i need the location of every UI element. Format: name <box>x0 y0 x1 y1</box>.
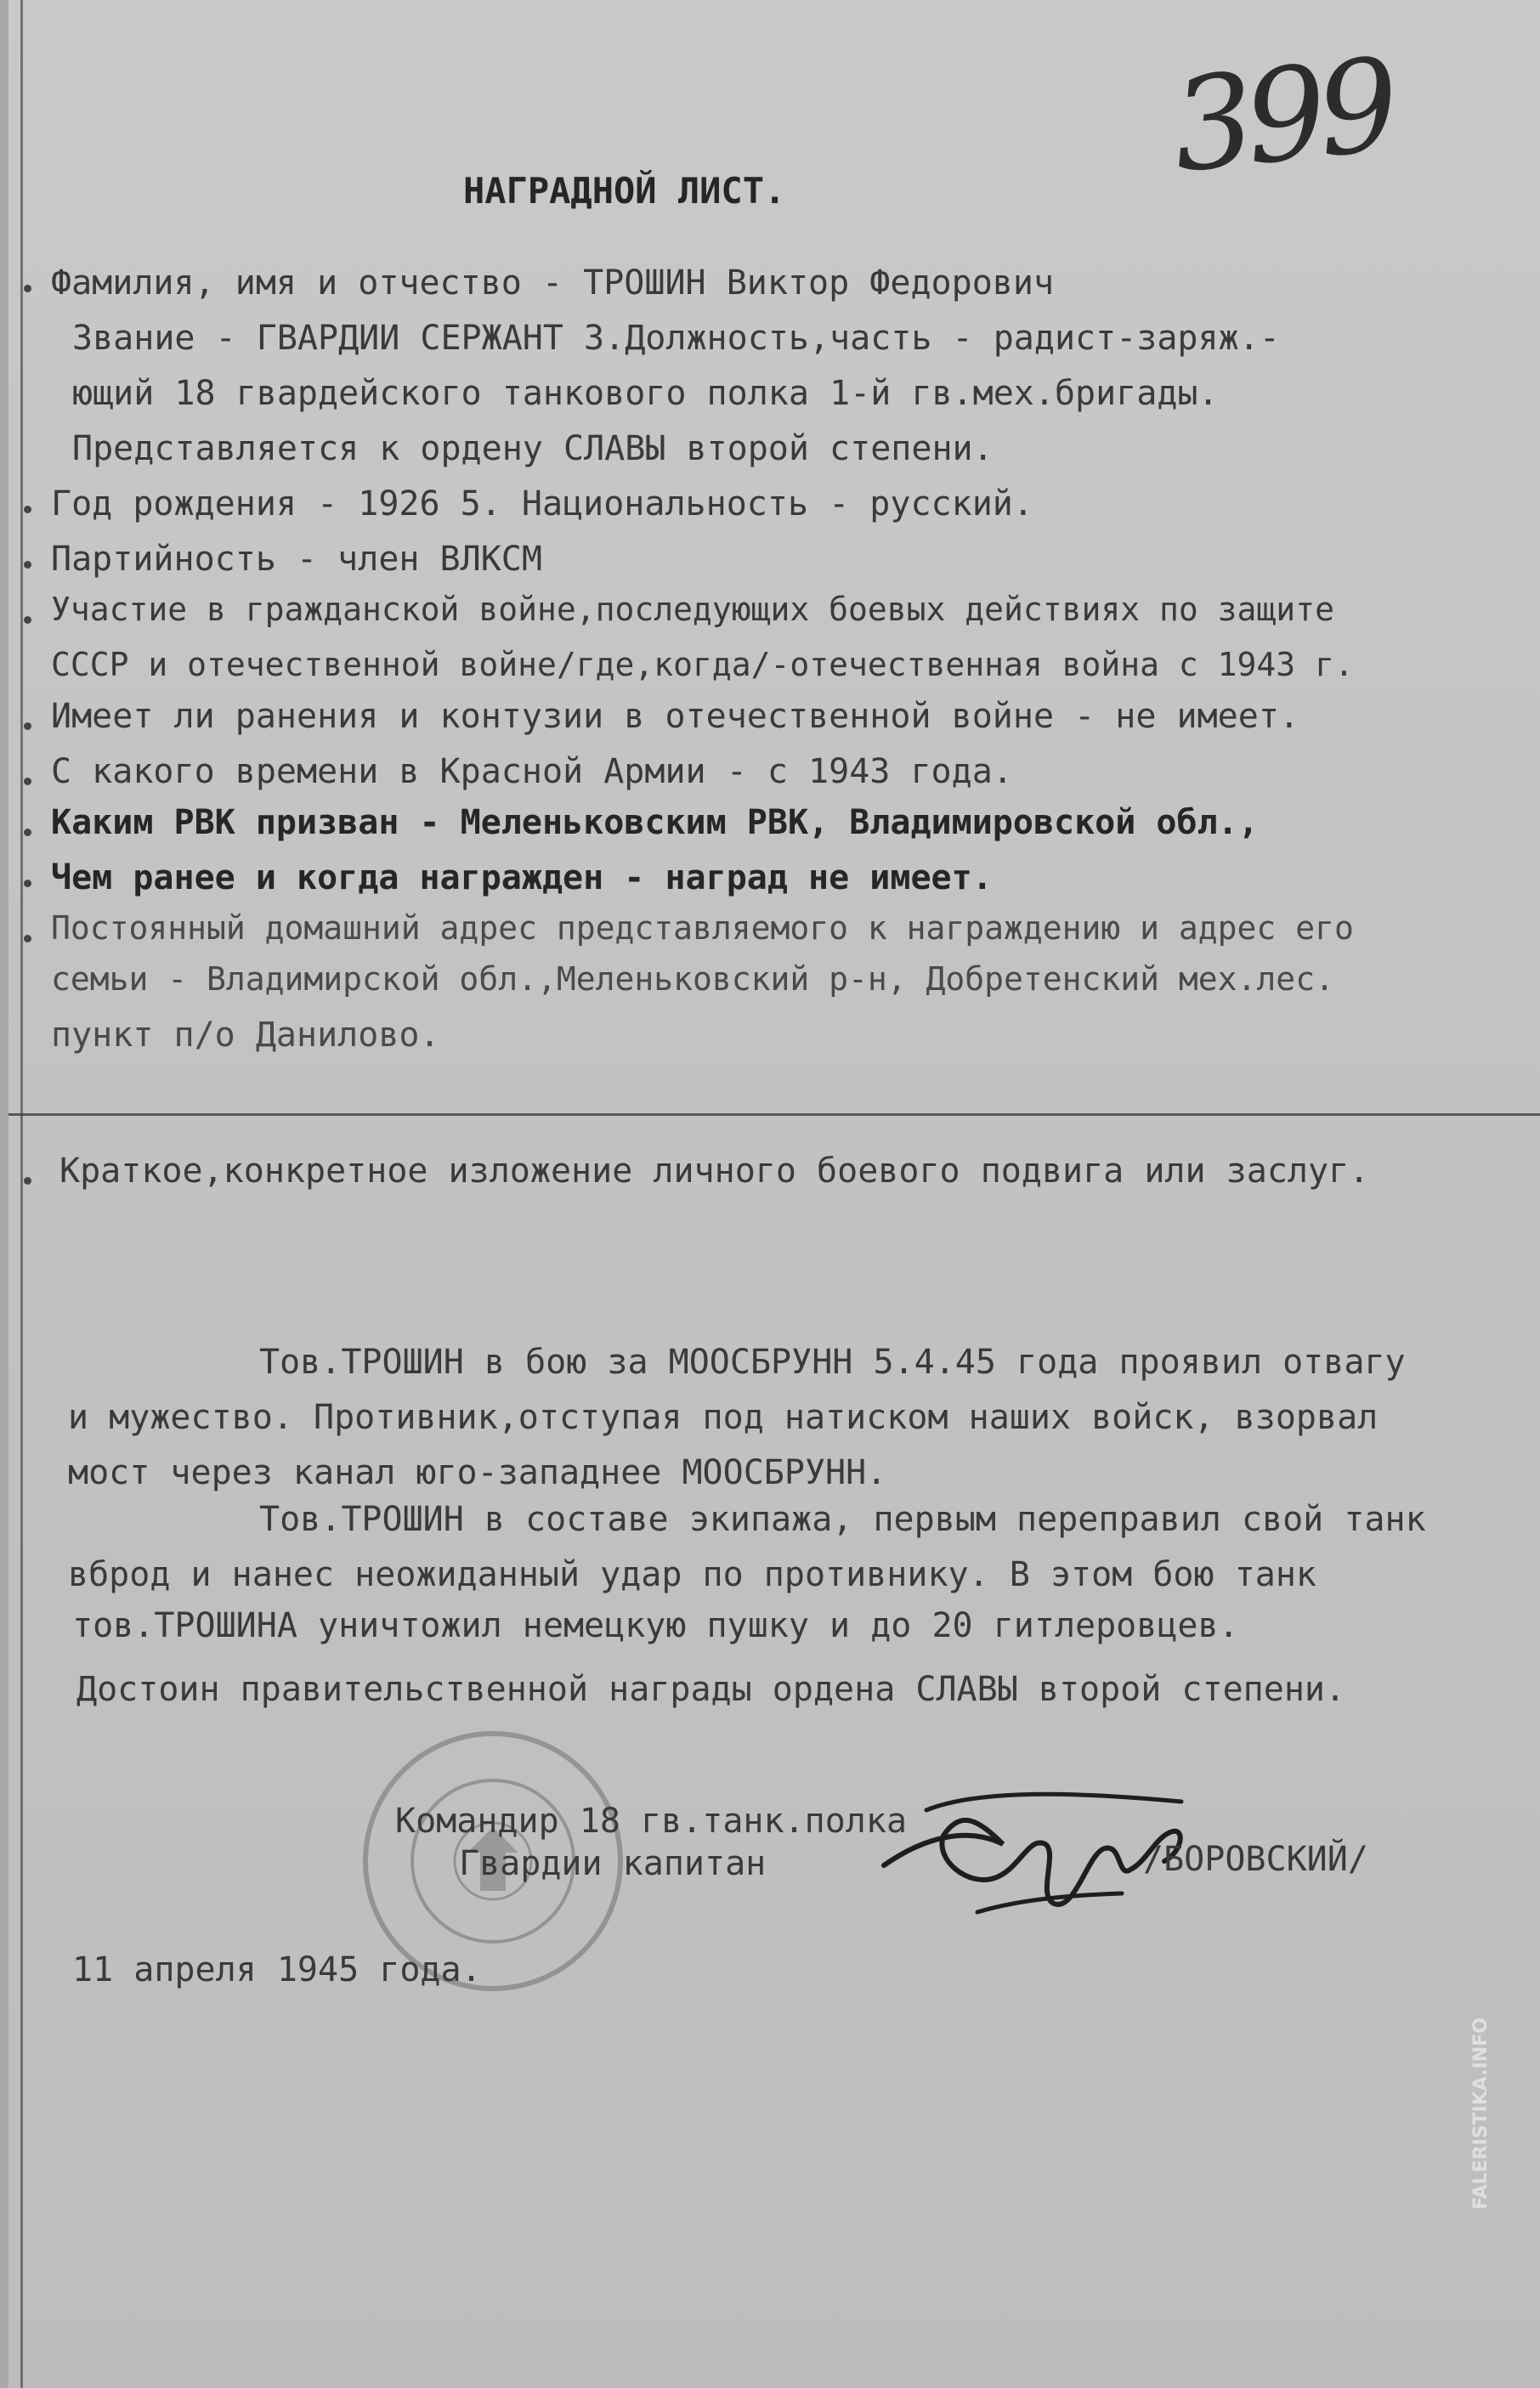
document-title: НАГРАДНОЙ ЛИСТ. <box>463 170 786 212</box>
feat-text-line: Тов.ТРОШИН в бою за МООСБРУНН 5.4.45 года проявил отвагу <box>259 1343 1406 1382</box>
field-participation: Участие в гражданской войне,последующих боевых действиях по защите <box>51 591 1334 628</box>
field-party: Партийность - член ВЛКСМ <box>51 540 542 579</box>
margin-dot <box>24 778 31 785</box>
field-previous-awards: Чем ранее и когда награжден - наград не имеет. <box>51 858 993 897</box>
field-nominated-for: Представляется к ордену СЛАВЫ второй степени. <box>72 429 994 468</box>
margin-dot <box>24 935 31 942</box>
recommendation-line: Достоин правительственной награды ордена СЛАВЫ второй степени. <box>76 1670 1346 1709</box>
margin-dot <box>24 616 31 624</box>
field-home-address-cont: семьи - Владимирской обл.,Меленьковский р-н, Добретенский мех.лес. <box>51 960 1334 998</box>
field-rank-position: Звание - ГВАРДИИ СЕРЖАНТ 3.Должность,часть - радист-заряж.- <box>72 319 1280 358</box>
commander-rank: Гвардии капитан <box>459 1844 767 1883</box>
margin-dot <box>24 880 31 887</box>
left-margin-rule <box>20 0 23 2388</box>
field-birth-year-nationality: Год рождения - 1926 5. Национальность - русский. <box>51 484 1033 523</box>
margin-dot <box>24 1177 31 1185</box>
field-position-cont: ющий 18 гвардейского танкового полка 1-й гв.мех.бригады. <box>72 374 1219 413</box>
margin-dot <box>24 285 31 292</box>
field-army-since: С какого времени в Красной Армии - с 1943 года. <box>51 752 1013 791</box>
feat-heading: Краткое,конкретное изложение личного боевого подвига или заслуг. <box>59 1152 1370 1191</box>
feat-text-line: и мужество. Противник,отступая под натиском наших войск, взорвал <box>68 1398 1379 1437</box>
field-participation-cont: СССР и отечественной войне/где,когда/-отечественная война с 1943 г. <box>51 646 1354 683</box>
field-home-address-end: пункт п/о Данилово. <box>51 1016 440 1055</box>
field-wounds: Имеет ли ранения и контузии в отечественной войне - не имеет. <box>51 697 1300 736</box>
margin-dot <box>24 829 31 836</box>
award-sheet <box>8 0 1540 2388</box>
site-watermark: FALERISTIKA.INFO <box>1470 2017 1492 2210</box>
feat-text-line: Тов.ТРОШИН в составе экипажа, первым переправил свой танк <box>259 1500 1426 1539</box>
archive-page-number: 399 <box>1165 31 1398 201</box>
feat-text-line: мост через канал юго-западнее МООСБРУНН. <box>68 1453 887 1492</box>
document-date: 11 апреля 1945 года. <box>72 1950 482 1989</box>
field-home-address: Постоянный домашний адрес представляемого к награждению и адрес его <box>51 909 1354 947</box>
commander-name: /БОРОВСКИЙ/ <box>1143 1840 1368 1879</box>
margin-dot <box>24 506 31 513</box>
field-draft-office: Каким РВК призван - Меленьковским РВК, Владимировской обл., <box>51 803 1259 842</box>
field-full-name: Фамилия, имя и отчество - ТРОШИН Виктор Федорович <box>51 263 1055 303</box>
margin-dot <box>24 722 31 730</box>
commander-title: Командир 18 гв.танк.полка <box>395 1802 908 1841</box>
feat-text-line: тов.ТРОШИНА уничтожил немецкую пушку и до 20 гитлеровцев. <box>72 1606 1239 1645</box>
margin-dot <box>24 561 31 569</box>
feat-text-line: вброд и нанес неожиданный удар по противнику. В этом бою танк <box>68 1555 1317 1594</box>
section-divider <box>8 1113 1540 1116</box>
